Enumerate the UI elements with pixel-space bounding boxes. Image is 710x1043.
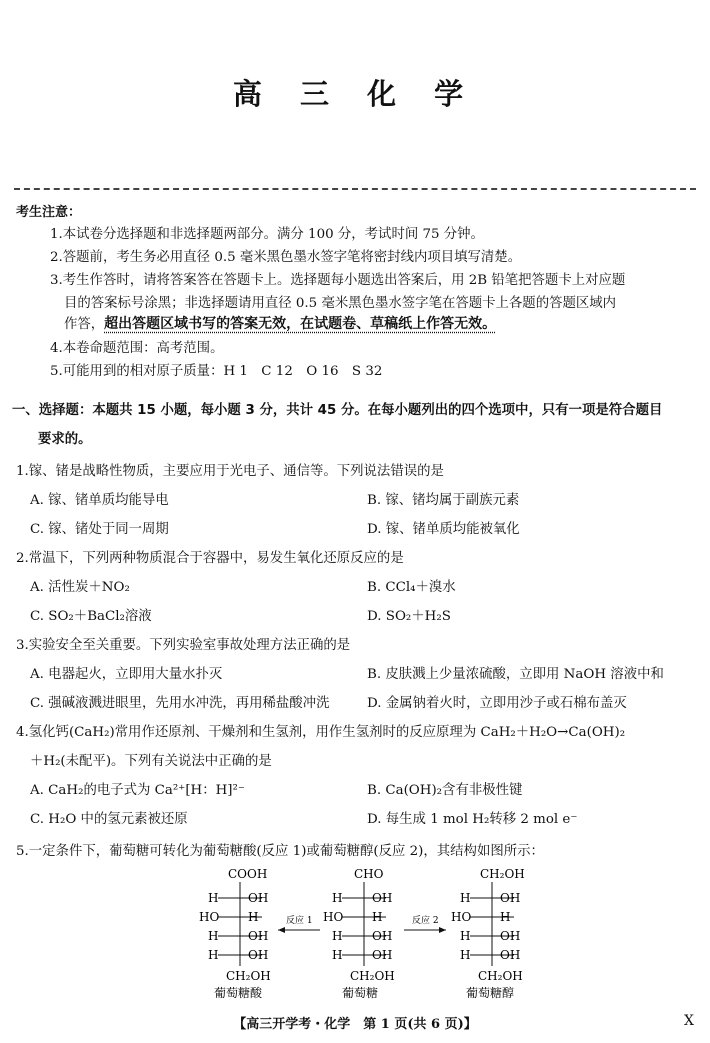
glucitol-structure [451,867,525,1000]
gluconic-acid-structure [199,867,271,1000]
notice-emphasis: 超出答题区域书写的答案无效，在试题卷、草稿纸上作答无效。 [104,316,497,332]
notice-item-4: 4.本卷命题范围：高考范围。 [50,341,224,356]
svg-text:H: H [332,948,343,962]
q3-option-d: D. 金属钠着火时，立即用沙子或石棉布盖灭 [367,696,627,711]
q2-option-c: C. SO₂＋BaCl₂溶液 [30,609,152,624]
svg-text:HO: HO [199,910,220,924]
svg-text:OH: OH [248,891,269,905]
notice-item-5: 5.可能用到的相对原子质量：H 1 C 12 O 16 S 32 [50,364,383,379]
svg-text:OH: OH [248,929,269,943]
svg-text:H: H [332,891,343,905]
svg-text:CHO: CHO [354,867,384,881]
notice-item-3-cont: 目的答案标号涂黑；非选择题请用直径 0.5 毫米黑色墨水签字笔在答题卡上各题的答题区域内 [64,296,617,311]
q4-option-b: B. Ca(OH)₂含有非极性键 [367,783,523,798]
question-1-stem: 1.镓、锗是战略性物质，主要应用于光电子、通信等。下列说法错误的是 [16,464,444,479]
svg-text:H: H [332,929,343,943]
q3-option-a: A. 电器起火，立即用大量水扑灭 [30,667,223,682]
svg-text:葡萄糖醇: 葡萄糖醇 [466,986,515,1000]
dashed-divider [14,188,696,190]
svg-text:H: H [460,948,471,962]
notice-item-1: 1.本试卷分选择题和非选择题两部分。满分 100 分，考试时间 75 分钟。 [50,227,484,242]
svg-text:H: H [208,948,219,962]
svg-text:H: H [208,891,219,905]
reaction-2-arrow [404,914,446,933]
gluconic-acid-rows [199,891,268,962]
reaction-1-arrow [278,914,320,933]
page-title: 高 三 化 学 [232,77,478,111]
question-2-stem: 2.常温下，下列两种物质混合于容器中，易发生氧化还原反应的是 [16,551,404,566]
q3-option-b: B. 皮肤溅上少量浓硫酸，立即用 NaOH 溶液中和 [367,667,664,682]
q1-option-c: C. 镓、锗处于同一周期 [30,522,169,537]
svg-text:COOH: COOH [228,867,268,881]
q4-option-a: A. CaH₂的电子式为 Ca²⁺[H：H]²⁻ [30,783,245,798]
svg-text:CH₂OH: CH₂OH [478,969,523,983]
section-heading: 一、选择题：本题共 15 小题，每小题 3 分，共计 45 分。在每小题列出的四个选项中，只有一项是符合题目 [12,403,663,418]
svg-text:CH₂OH: CH₂OH [350,969,395,983]
question-4-stem: 4.氢化钙(CaH₂)常用作还原剂、干燥剂和生氢剂，用作生氢剂时的反应原理为 CaH₂＋H₂O→Ca(OH)₂ [16,725,626,740]
notice-heading: 考生注意： [16,205,82,220]
svg-text:OH: OH [372,948,393,962]
notice-item-2: 2.答题前，考生务必用直径 0.5 毫米黑色墨水签字笔将密封线内项目填写清楚。 [50,250,522,265]
notice-item-3: 3.考生作答时，请将答案答在答题卡上。选择题每小题选出答案后，用 2B 铅笔把答题卡上对应题 [50,273,626,288]
svg-text:反应 1: 反应 1 [286,916,313,926]
svg-text:OH: OH [248,948,269,962]
svg-text:OH: OH [372,891,393,905]
notice-item-3-end: 作答，超出答题区域书写的答案无效，在试题卷、草稿纸上作答无效。 [64,316,497,332]
q2-option-d: D. SO₂＋H₂S [367,609,451,624]
svg-text:OH: OH [500,948,521,962]
svg-text:CH₂OH: CH₂OH [480,867,525,881]
question-3-stem: 3.实验安全至关重要。下列实验室事故处理方法正确的是 [16,638,351,653]
section-heading-cont: 要求的。 [38,432,92,447]
svg-text:OH: OH [500,929,521,943]
question-4-stem-cont: ＋H₂(未配平)。下列有关说法中正确的是 [30,754,272,769]
q4-option-c: C. H₂O 中的氢元素被还原 [30,812,188,827]
q1-option-b: B. 镓、锗均属于副族元素 [367,493,520,508]
q1-option-a: A. 镓、锗单质均能导电 [30,493,169,508]
q4-option-d: D. 每生成 1 mol H₂转移 2 mol e⁻ [367,812,578,827]
svg-text:H: H [208,929,219,943]
glucose-structure [323,867,395,1000]
svg-text:H: H [500,910,511,924]
svg-text:CH₂OH: CH₂OH [226,969,271,983]
q1-option-d: D. 镓、锗单质均能被氧化 [367,522,520,537]
svg-text:H: H [248,910,259,924]
svg-text:葡萄糖酸: 葡萄糖酸 [214,986,263,1000]
svg-text:H: H [372,910,383,924]
svg-text:HO: HO [451,910,472,924]
svg-text:HO: HO [323,910,344,924]
svg-text:H: H [460,891,471,905]
svg-text:反应 2: 反应 2 [412,916,439,926]
svg-text:OH: OH [500,891,521,905]
svg-text:葡萄糖: 葡萄糖 [342,986,379,1000]
svg-text:H: H [460,929,471,943]
page-footer: 【高三开学考・化学 第 1 页(共 6 页)】 [233,1017,477,1032]
svg-text:OH: OH [372,929,393,943]
footer-mark: X [684,1013,694,1029]
q3-option-c: C. 强碱液溅进眼里，先用水冲洗，再用稀盐酸冲洗 [30,696,330,711]
q2-option-a: A. 活性炭＋NO₂ [30,580,130,595]
question-5-stem: 5.一定条件下，葡萄糖可转化为葡萄糖酸(反应 1)或葡萄糖醇(反应 2)，其结构如图所示： [16,844,544,859]
q2-option-b: B. CCl₄＋溴水 [367,580,456,595]
glucose-structures-figure [190,866,530,1001]
